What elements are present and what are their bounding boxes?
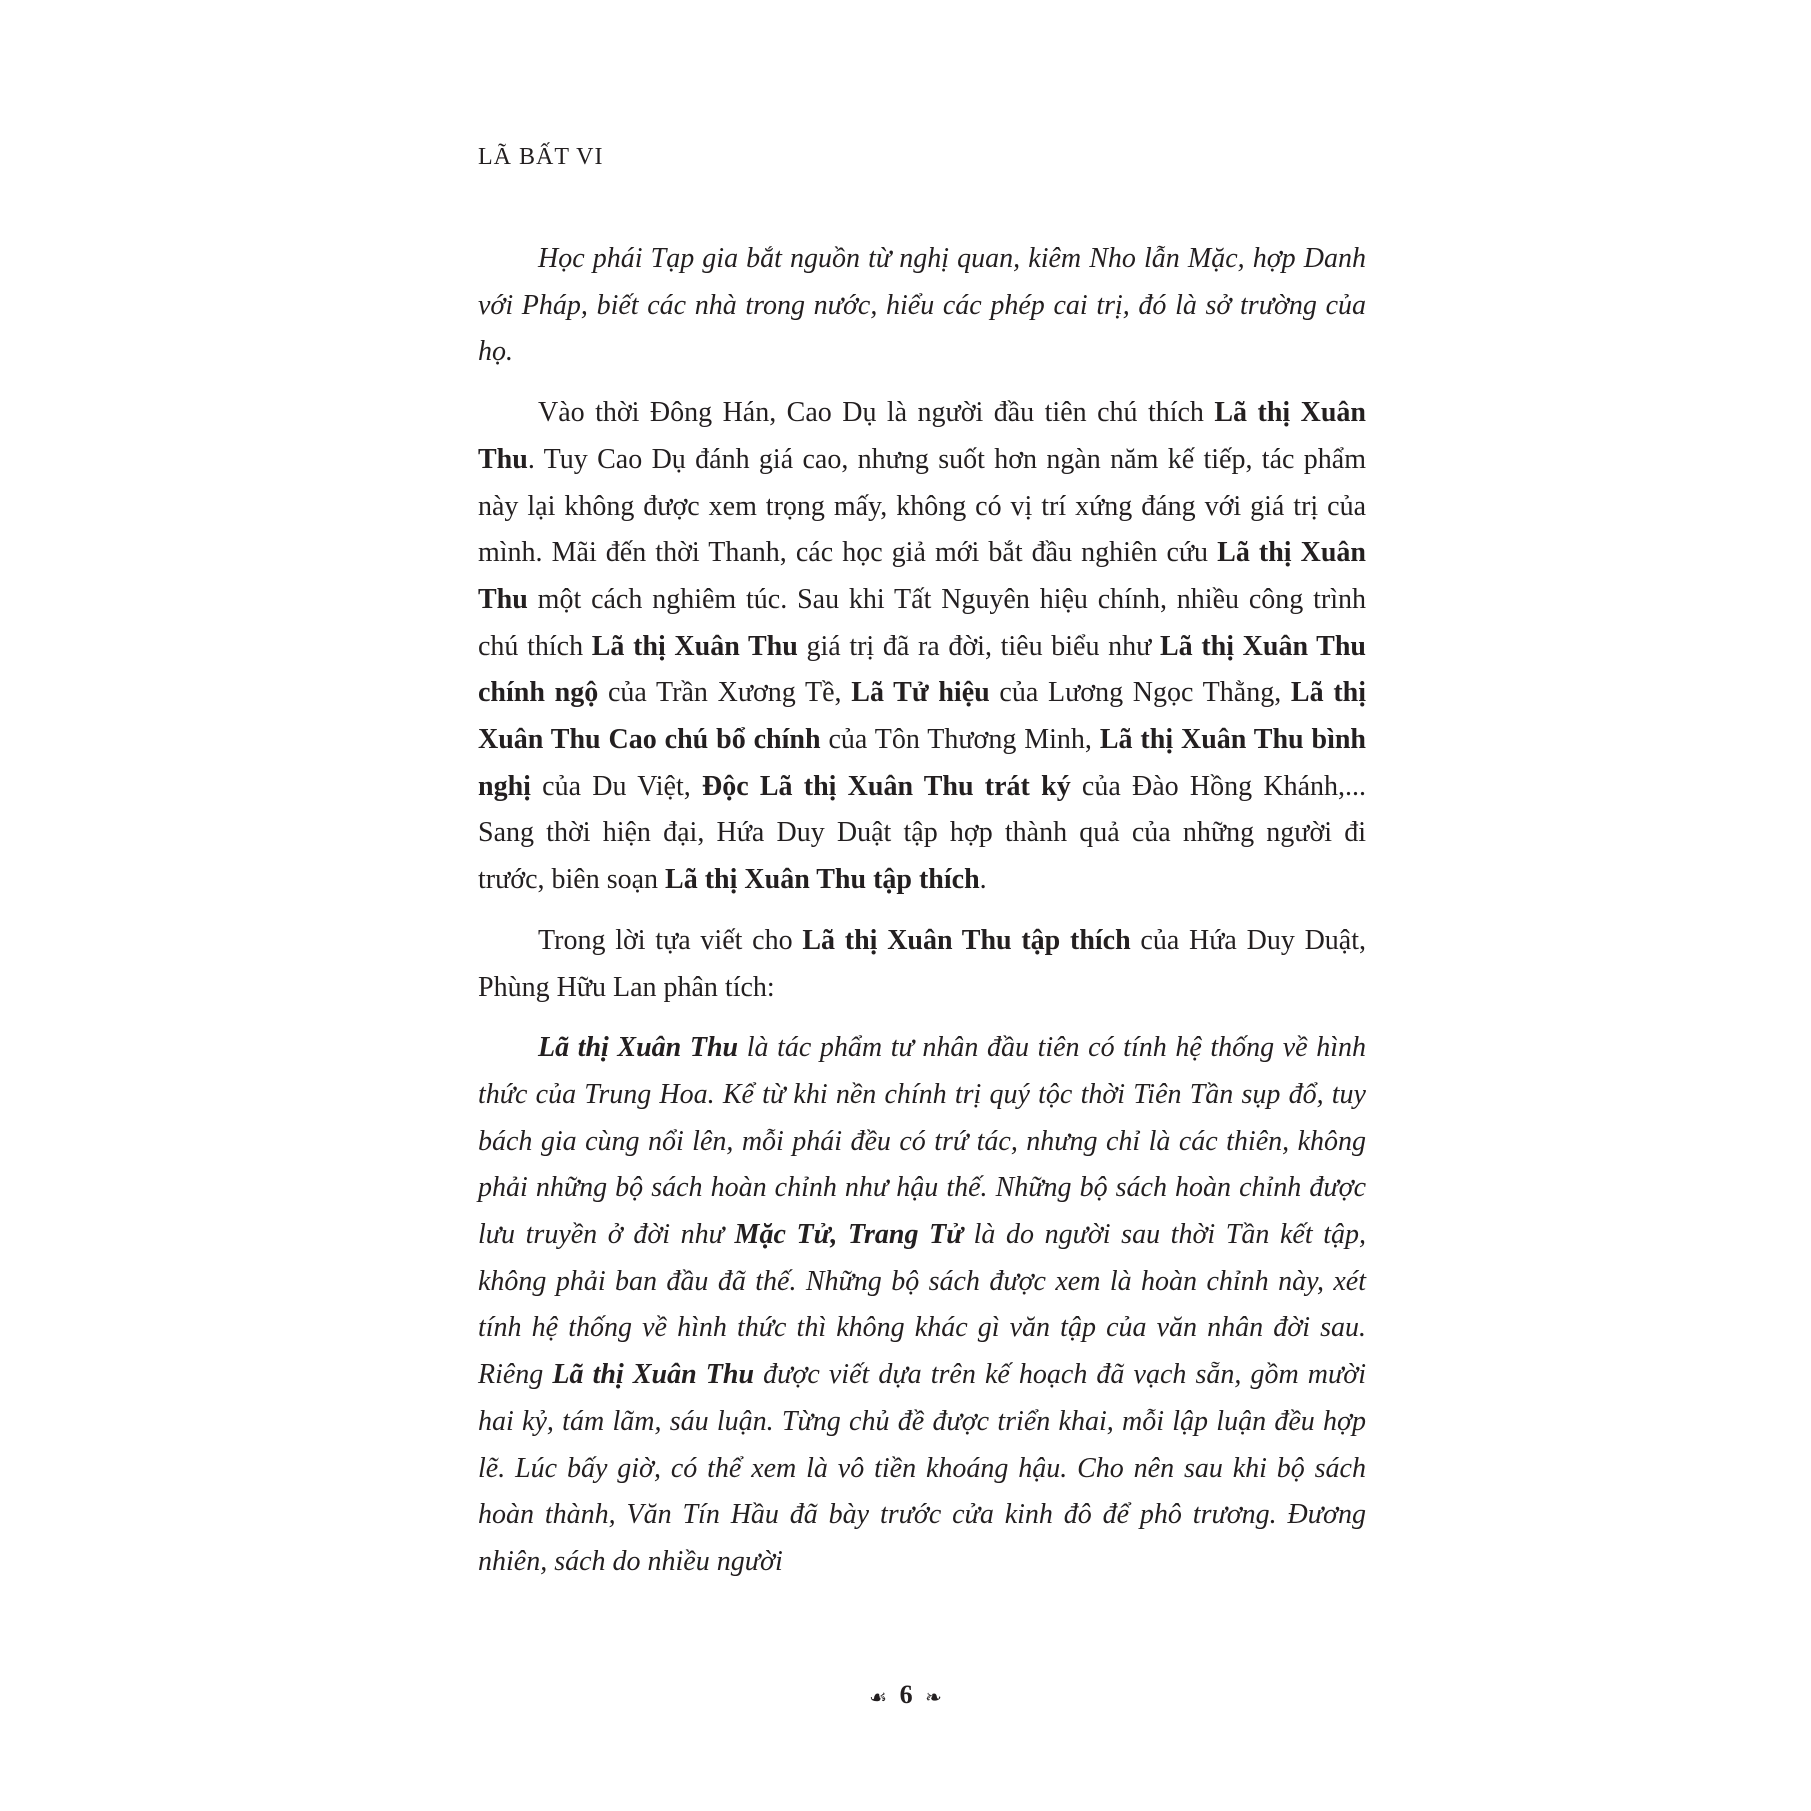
text-run: Vào thời Đông Hán, Cao Dụ là người đầu tiên chú thích <box>538 397 1215 429</box>
text-run: được viết dựa trên kế hoạch đã vạch sẵn, gồm mười hai kỷ, tám lãm, sáu luận. Từng chủ đề được triển khai, mỗi lập luận đều hợp lẽ. Lúc bấy giờ, có thể xem là vô tiền khoáng hậu. Cho nên sau khi bộ sách hoàn thành, Văn Tín Hầu đã bày trước cửa kinh đô để phô trương. Đương nhiên, sách do nhiều người <box>478 1359 1367 1577</box>
text-run: . <box>979 864 987 896</box>
bold-title: Lã Tử hiệu <box>851 677 990 709</box>
text-run: của Du Việt, <box>530 770 702 802</box>
paragraph <box>478 390 1366 904</box>
body-text <box>478 236 1366 1600</box>
text-run: của Lương Ngọc Thằng, <box>989 677 1291 709</box>
bold-title: Độc Lã thị Xuân Thu trát ký <box>701 770 1071 802</box>
text-run: của Hứa Duy Duật, Phùng Hữu Lan phân tích: <box>478 924 1367 1003</box>
text-run: . Tuy Cao Dụ đánh giá cao, nhưng suốt hơn ngàn năm kế tiếp, tác phẩm này lại không được xem trọng mấy, không có vị trí xứng đáng với giá trị của mình. Mãi đến thời Thanh, các học giả mới bắt đầu nghiên cứu <box>478 443 1366 569</box>
bold-title: Mặc Tử, Trang Tử <box>734 1219 963 1251</box>
bold-title: Lã thị Xuân Thu tập thích <box>802 924 1131 956</box>
bold-title: Lã thị Xuân Thu <box>591 630 798 662</box>
page-footer <box>0 1680 1811 1710</box>
paragraph <box>478 918 1366 1011</box>
text-run: giá trị đã ra đời, tiêu biểu như <box>797 630 1160 662</box>
bold-title: Lã thị Xuân Thu chính ngộ <box>478 630 1367 709</box>
bold-title: Lã thị Xuân Thu <box>552 1359 755 1391</box>
text-run: một cách nghiêm túc. Sau khi Tất Nguyên hiệu chính, nhiều công trình chú thích <box>478 583 1366 662</box>
bold-title: Lã thị Xuân Thu Cao chú bổ chính <box>478 677 1366 756</box>
text-run: là tác phẩm tư nhân đầu tiên có tính hệ thống về hình thức của Trung Hoa. Kể từ khi nền chính trị quý tộc thời Tiên Tần sụp đổ, tuy bách gia cùng nổi lên, mỗi phái đều có trứ tác, nhưng chỉ là các thiên, không phải những bộ sách hoàn chỉnh như hậu thế. Những bộ sách hoàn chỉnh được lưu truyền ở đời như <box>478 1032 1366 1251</box>
text-run: của Tôn Thương Minh, <box>820 724 1100 756</box>
paragraph <box>478 236 1366 376</box>
bold-title: Lã thị Xuân Thu tập thích <box>665 864 980 896</box>
text-run: là do người sau thời Tần kết tập, không phải ban đầu đã thế. Những bộ sách được xem là hoàn chỉnh này, xét tính hệ thống về hình thức thì không khác gì văn tập của văn nhân đời sau. Riêng <box>478 1219 1366 1391</box>
bold-title: Lã thị Xuân Thu <box>478 537 1366 615</box>
text-run: Trong lời tựa viết cho <box>538 924 803 956</box>
running-header: LÃ BẤT VI <box>478 144 604 170</box>
page-number: 6 <box>899 1680 913 1709</box>
text-run: Học phái Tạp gia bắt nguồn từ nghị quan, kiêm Nho lẫn Mặc, hợp Danh với Pháp, biết các nhà trong nước, hiểu các phép cai trị, đó là sở trường của họ. <box>478 243 1366 368</box>
ornament-left-icon: ☙ <box>869 1686 888 1709</box>
text-run: của Trần Xương Tề, <box>598 677 852 709</box>
bold-title: Lã thị Xuân Thu bình nghị <box>478 724 1367 802</box>
text-run: của Đào Hồng Khánh,... Sang thời hiện đại, Hứa Duy Duật tập hợp thành quả của những người đi trước, biên soạn <box>478 770 1367 896</box>
paragraph <box>478 1025 1366 1585</box>
bold-title: Lã thị Xuân Thu <box>538 1032 739 1064</box>
bold-title: Lã thị Xuân Thu <box>478 397 1366 475</box>
ornament-right-icon: ❧ <box>925 1686 942 1709</box>
